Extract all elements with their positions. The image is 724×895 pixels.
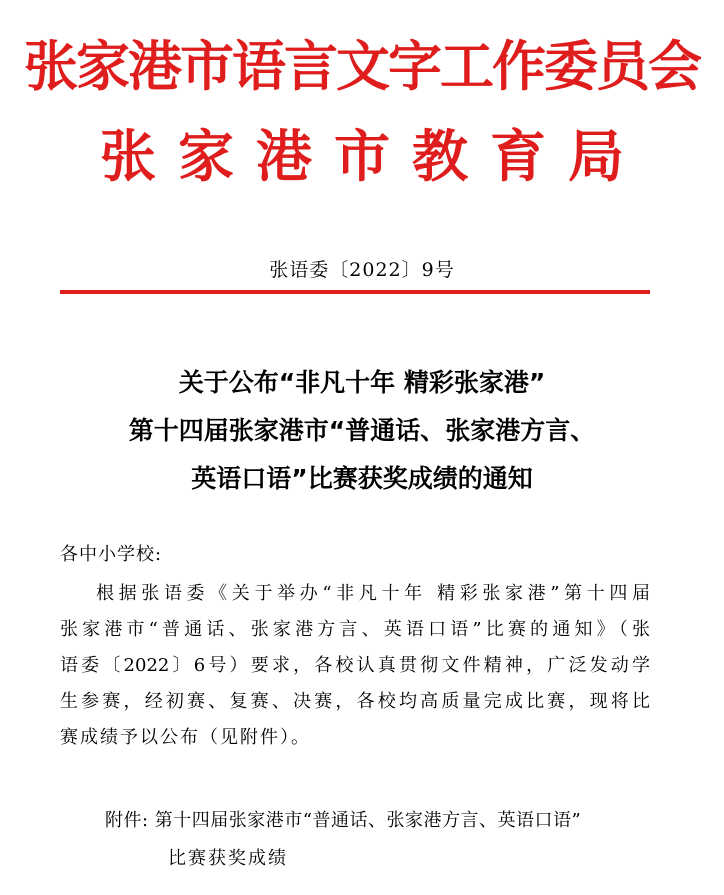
attachment-line-2: 比赛获奖成绩 <box>168 848 288 869</box>
title-line-1: 关于公布“非凡十年 精彩张家港” <box>178 368 546 397</box>
red-divider-rule <box>60 290 650 294</box>
title-line-3: 英语口语”比赛获奖成绩的通知 <box>191 464 533 493</box>
attachment-line-1: 附件: 第十四届张家港市“普通话、张家港方言、英语口语” <box>105 810 582 831</box>
paragraph-line: 赛成绩予以公布（见附件）。 <box>60 727 311 748</box>
paragraph-line: 语委〔2022〕6号）要求，各校认真贯彻文件精神，广泛发动学 <box>60 655 650 676</box>
title-line-2: 第十四届张家港市“普通话、张家港方言、 <box>128 416 596 445</box>
salutation: 各中小学校: <box>60 544 163 565</box>
issuer-header-line-2: 张家港市教育局 <box>100 125 646 190</box>
paragraph-line: 根据张语委《关于举办“非凡十年 精彩张家港”第十四届 <box>96 583 650 604</box>
issuer-header-line-1: 张家港市语言文字工作委员会 <box>24 35 700 98</box>
document-number: 张语委〔2022〕9号 <box>269 259 455 281</box>
body-paragraph <box>60 585 650 765</box>
paragraph-line: 张家港市“普通话、张家港方言、英语口语”比赛的通知》（张 <box>60 619 650 640</box>
paragraph-line: 生参赛，经初赛、复赛、决赛，各校均高质量完成比赛，现将比 <box>60 691 650 712</box>
